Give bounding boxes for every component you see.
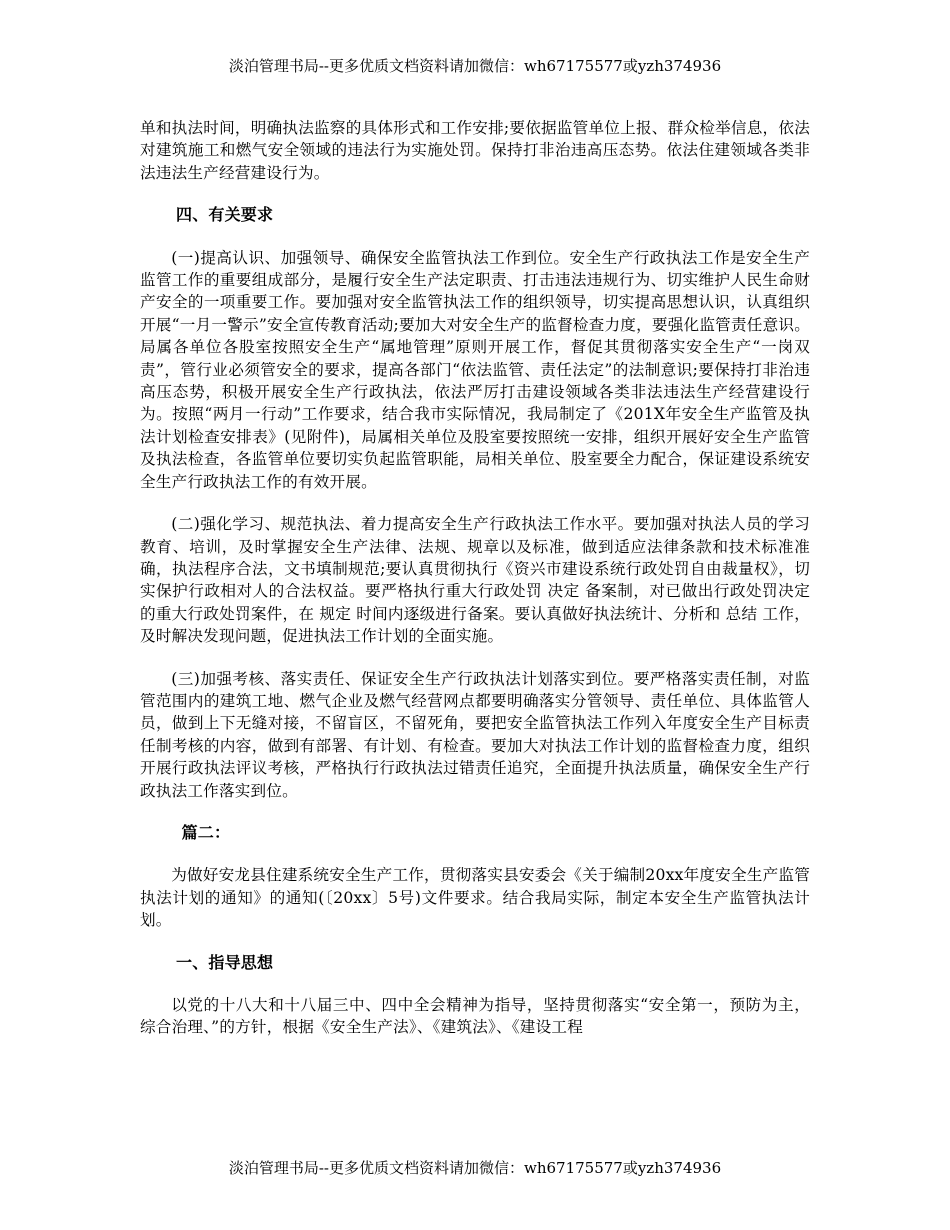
paragraph-requirement-3: (三)加强考核、落实责任、保证安全生产行政执法计划落实到位。要严格落实责任制，对监管范围内的建筑工地、燃气企业及燃气经营网点都要明确落实分管领导、责任单位、具体监管人员，做到上下无缝对接，不留盲区，不留死角，要把安全监管执法工作列入年度安全生产目标责任制考核的内容，做到有部署、有计划、有检查。要加大对执法工作计划的监督检查力度，组织开展行政执法评议考核，严格执行行政执法过错责任追究，全面提升执法质量，确保安全生产行政执法工作落实到位。 (140, 669, 810, 800)
heading-part-two: 篇二： (181, 822, 231, 842)
page-header: 淡泊管理书局--更多优质文档资料请加微信：wh67175577或yzh374936 (228, 57, 722, 75)
paragraph-requirement-2: (二)强化学习、规范执法、着力提高安全生产行政执法工作水平。要加强对执法人员的学习教育、培训，及时掌握安全生产法律、法规、规章以及标准，做到适应法律条款和技术标准准确，执法程序合法，文书填制规范;要认真贯彻执行《资兴市建设系统行政处罚自由裁量权》，切实保护行政相对人的合法权益。要严格执行重大行政处罚 决定 备案制，对已做出行政处罚决定的重大行政处罚案件，在 规定 时间内逐级进行备案。要认真做好执法统计、分析和 总结 工作，及时解决发现问题，促进执法工作计划的全面实施。 (140, 515, 810, 646)
paragraph-requirement-1: (一)提高认识、加强领导、确保安全监管执法工作到位。安全生产行政执法工作是安全生产监管工作的重要组成部分，是履行安全生产法定职责、打击违法违规行为、切实维护人民生命财产安全的一项重要工作。要加强对安全监管执法工作的组织领导，切实提高思想认识，认真组织开展“一月一警示”安全宣传教育活动;要加大对安全生产的监督检查力度，要强化监管责任意识。局属各单位各股室按照安全生产“属地管理”原则开展工作，督促其贯彻落实安全生产“一岗双责”，管行业必须管安全的要求，提高各部门“依法监管、责任法定”的法制意识;要保持打非治违高压态势，积极开展安全生产行政执法，依法严厉打击建设领域各类非法违法生产经营建设行为。按照“两月一行动”工作要求，结合我市实际情况，我局制定了《201X年安全生产监管及执法计划检查安排表》(见附件)，局属相关单位及股室要按照统一安排，组织开展好安全生产监管及执法检查，各监管单位要切实负起监管职能，局相关单位、股室要全力配合，保证建设系统安全生产行政执法工作的有效开展。 (140, 248, 810, 491)
paragraph-continuation: 单和执法时间，明确执法监察的具体形式和工作安排;要依据监管单位上报、群众检举信息，依法对建筑施工和燃气安全领域的违法行为实施处罚。保持打非治违高压态势。依法住建领域各类非法违法生产经营建设行为。 (140, 119, 810, 182)
page-footer: 淡泊管理书局--更多优质文档资料请加微信：wh67175577或yzh374936 (228, 1159, 722, 1177)
heading-requirements: 四、有关要求 (176, 205, 274, 225)
paragraph-part-two-intro: 为做好安龙县住建系统安全生产工作，贯彻落实县安委会《关于编制20xx年度安全生产监管执法计划的通知》的通知(〔20xx〕5号)文件要求。结合我局实际，制定本安全生产监管执法计划。 (140, 866, 810, 930)
document-body (140, 117, 810, 1059)
paragraph-guiding-ideology: 以党的十八大和十八届三中、四中全会精神为指导，坚持贯彻落实“安全第一，预防为主，综合治理、”的方针，根据《安全生产法》、《建筑法》、《建设工程 (140, 996, 810, 1037)
heading-guiding-ideology: 一、指导思想 (176, 952, 274, 972)
